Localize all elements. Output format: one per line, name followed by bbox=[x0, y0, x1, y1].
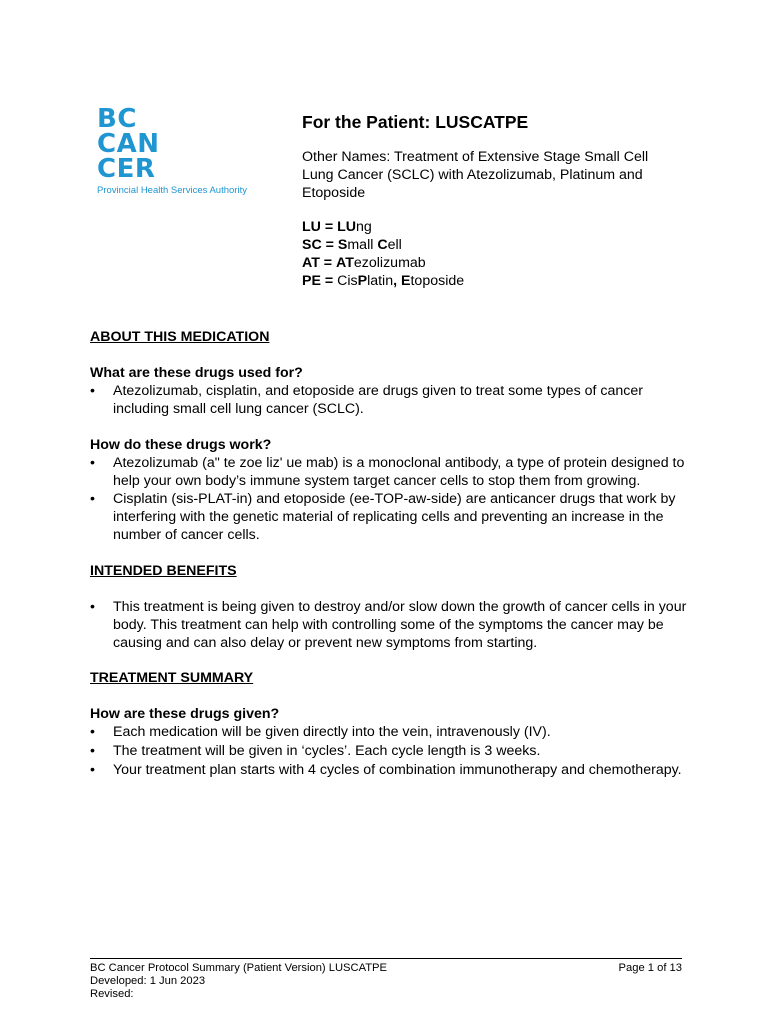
list-item: • The treatment will be given in ‘cycles’. Each cycle length is 3 weeks. bbox=[90, 742, 690, 760]
bc-cancer-logo bbox=[97, 104, 247, 196]
question-how-given: How are these drugs given? bbox=[90, 706, 280, 722]
document-body bbox=[90, 328, 690, 779]
abbreviation-list bbox=[302, 218, 702, 290]
logo-line-1: BC bbox=[97, 104, 137, 134]
section-benefits: INTENDED BENEFITS bbox=[90, 563, 237, 579]
footer-revised: Revised: bbox=[90, 988, 134, 1000]
abbrev-at: AT = ATezolizumab bbox=[302, 255, 426, 271]
logo-line-2: CAN bbox=[97, 129, 160, 159]
list-item: • Cisplatin (sis-PLAT-in) and etoposide (ee-TOP-aw-side) are anticancer drugs that work by interfering with the genetic material of replicating cells and preventing an increase in the number of cancer cells. bbox=[90, 490, 690, 544]
footer-developed: Developed: 1 Jun 2023 bbox=[90, 975, 206, 987]
question-used-for: What are these drugs used for? bbox=[90, 365, 303, 381]
section-about: ABOUT THIS MEDICATION bbox=[90, 329, 270, 345]
logo-line-3: CER bbox=[97, 154, 156, 184]
abbrev-pe: PE = CisPlatin, Etoposide bbox=[302, 273, 465, 289]
list-item: • Atezolizumab, cisplatin, and etoposide are drugs given to treat some types of cancer including small cell lung cancer (SCLC). bbox=[90, 382, 690, 418]
abbrev-sc: SC = Small Cell bbox=[302, 237, 402, 253]
list-used-for bbox=[90, 382, 690, 418]
page-title: For the Patient: LUSCATPE bbox=[302, 112, 529, 132]
other-names: Other Names: Treatment of Extensive Stage Small Cell Lung Cancer (SCLC) with Atezolizumab, Platinum and Etoposide bbox=[302, 149, 649, 201]
list-item: • This treatment is being given to destroy and/or slow down the growth of cancer cells in your body. This treatment can help with controlling some of the symptoms the cancer may be causing and can also delay or prevent new symptoms from starting. bbox=[90, 598, 690, 652]
abbrev-lu: LU = LUng bbox=[302, 219, 372, 235]
list-how-given bbox=[90, 723, 690, 779]
list-how-work bbox=[90, 454, 690, 544]
footer-protocol: BC Cancer Protocol Summary (Patient Version) LUSCATPE bbox=[90, 962, 387, 974]
logo-subtitle: Provincial Health Services Authority bbox=[97, 185, 247, 196]
list-benefits bbox=[90, 598, 690, 652]
list-item: • Atezolizumab (a" te zoe liz' ue mab) is a monoclonal antibody, a type of protein designed to help your own body’s immune system target cancer cells to stop them from growing. bbox=[90, 454, 690, 490]
list-item: • Each medication will be given directly into the vein, intravenously (IV). bbox=[90, 723, 690, 741]
question-how-work: How do these drugs work? bbox=[90, 437, 272, 453]
page-number: Page 1 of 13 bbox=[618, 962, 682, 974]
section-summary: TREATMENT SUMMARY bbox=[90, 670, 254, 686]
page-footer bbox=[90, 958, 682, 1001]
document-header bbox=[302, 112, 702, 290]
list-item: • Your treatment plan starts with 4 cycles of combination immunotherapy and chemotherapy. bbox=[90, 761, 690, 779]
